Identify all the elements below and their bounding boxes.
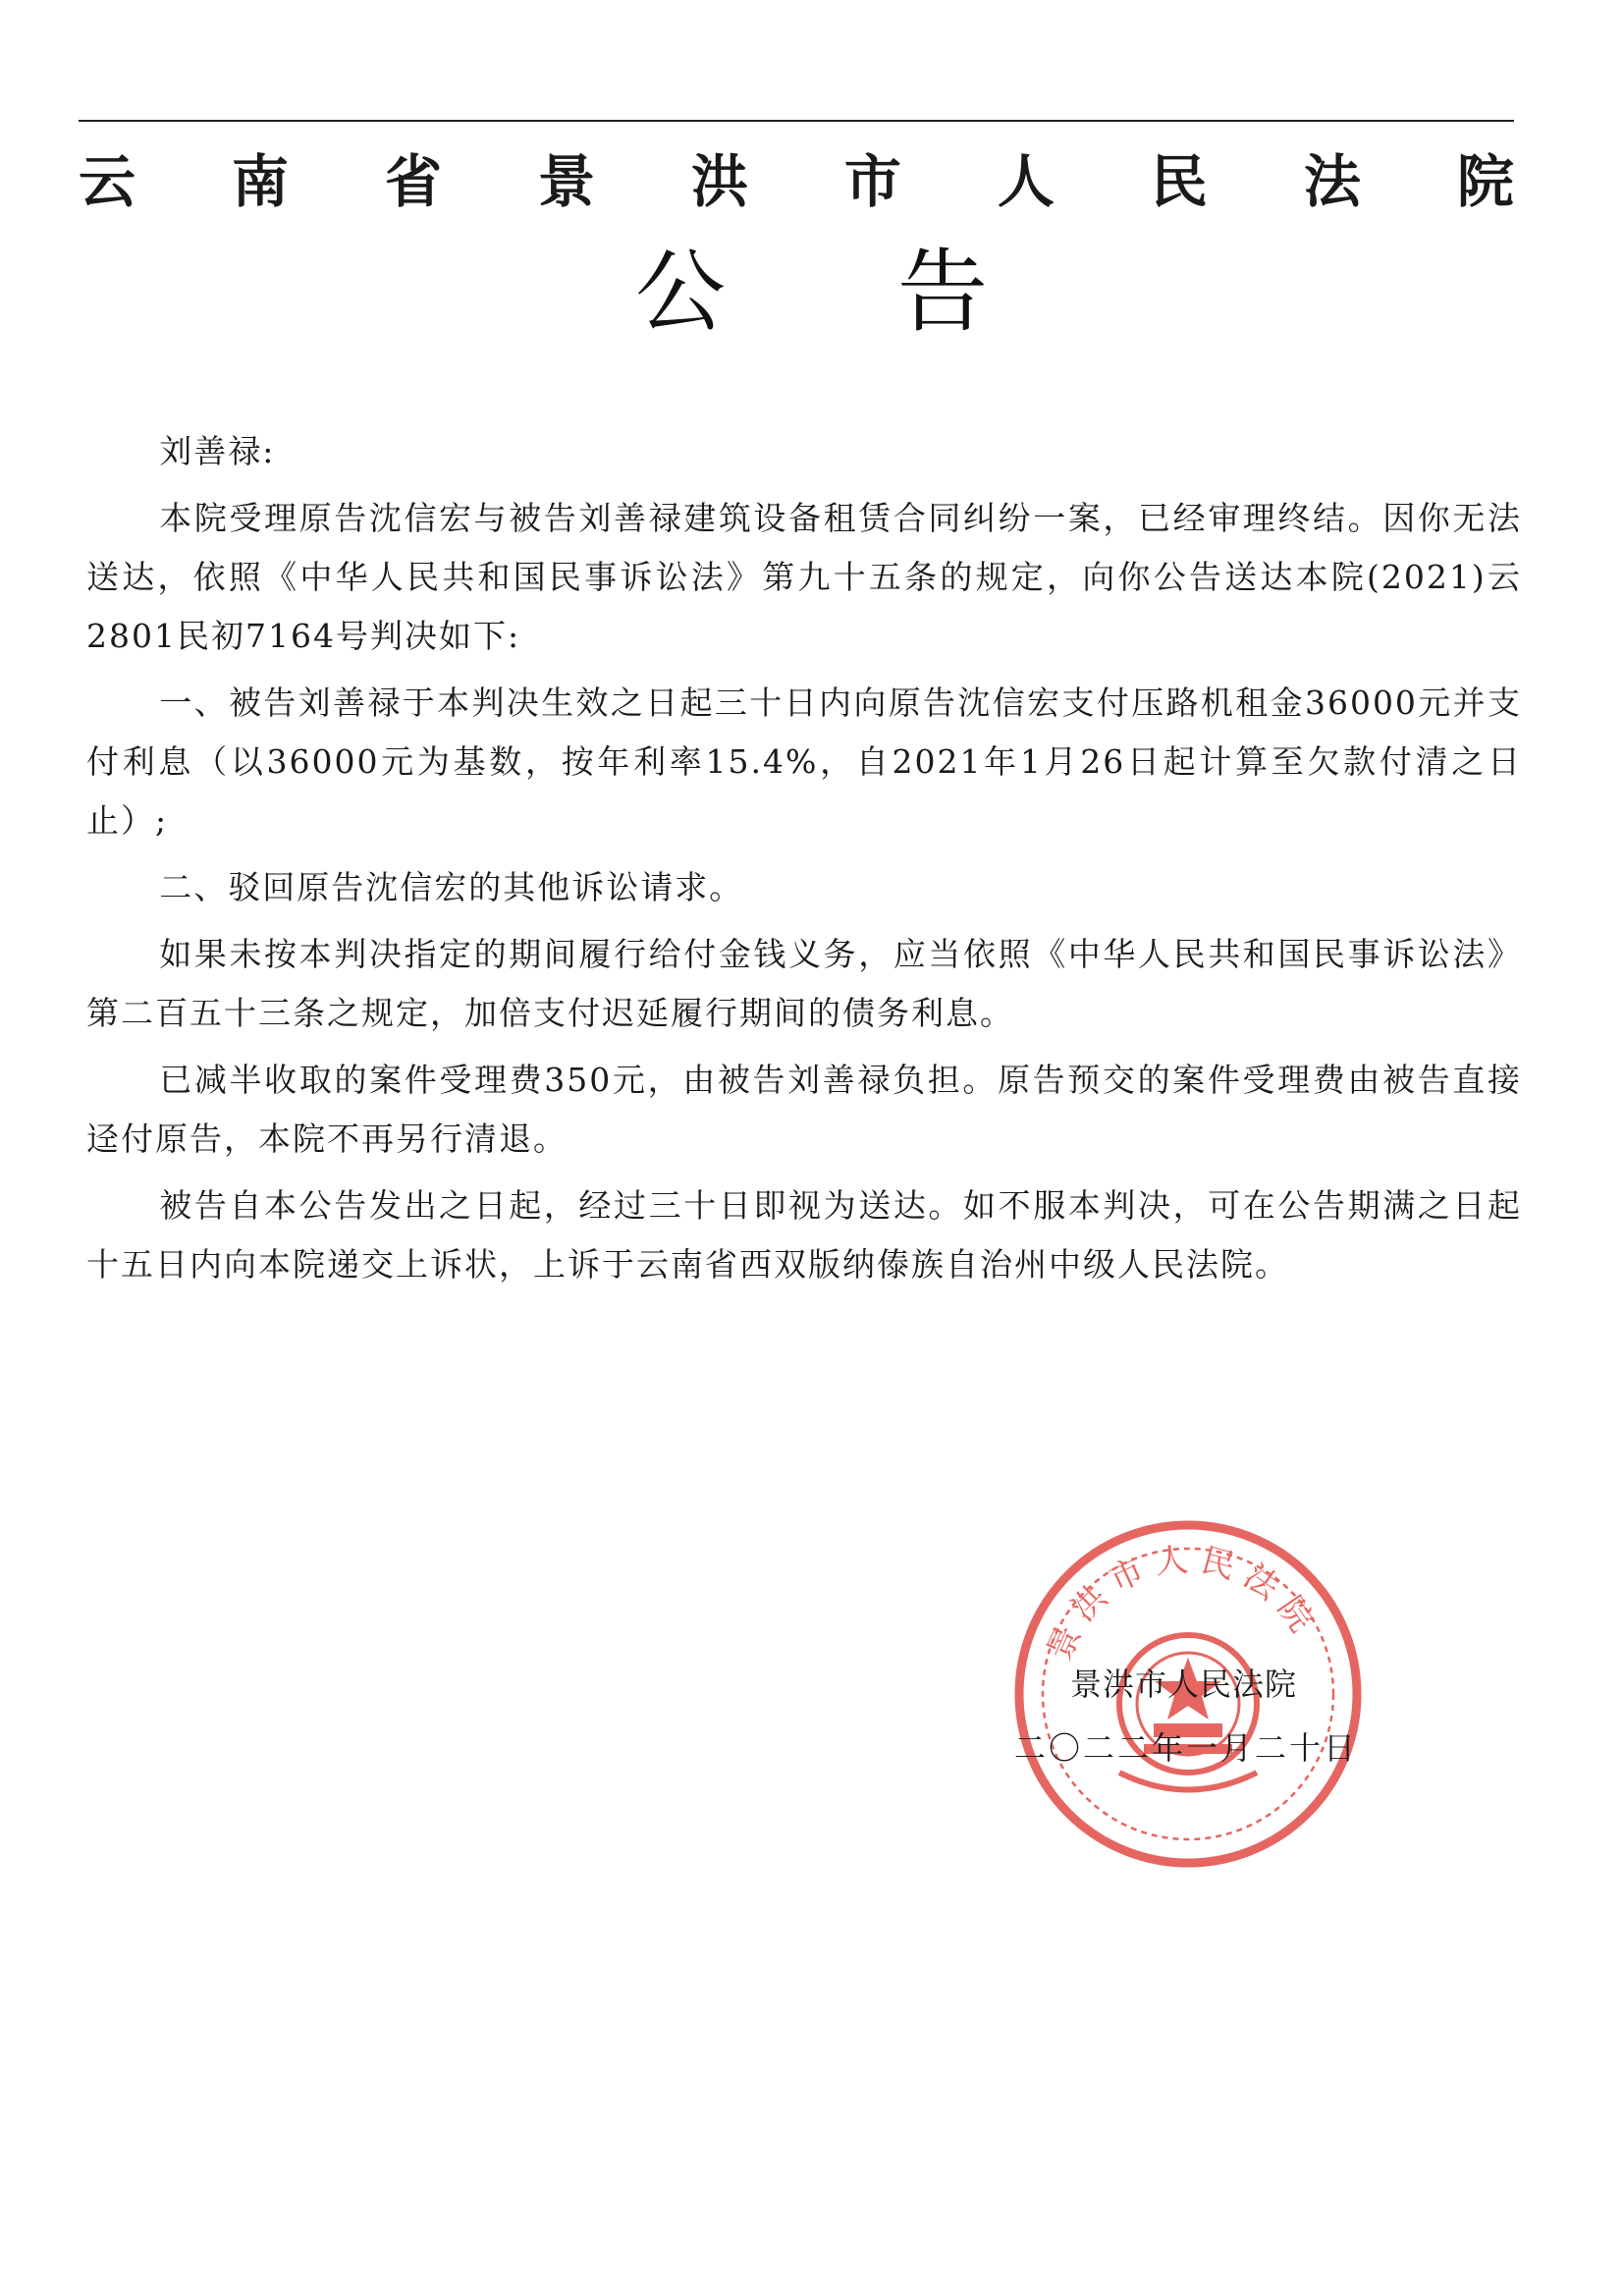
- notice-title-char: 公: [634, 240, 726, 345]
- body-paragraph: 如果未按本判决指定的期间履行给付金钱义务，应当依照《中华人民共和国民事诉讼法》第二百五十三条之规定，加倍支付迟延履行期间的债务利息。: [86, 935, 1522, 1032]
- signing-court: 景洪市人民法院: [1070, 1666, 1298, 1703]
- judgment-item: 二、驳回原告沈信宏的其他诉讼请求。: [159, 868, 744, 906]
- court-name-char: 院: [1456, 148, 1514, 215]
- court-name-char: 省: [384, 148, 442, 215]
- court-name-char: 南: [231, 148, 289, 215]
- salutation: 刘善禄:: [159, 432, 276, 470]
- notice-title-char: 告: [897, 240, 989, 345]
- seal-arc-text: 景洪市人民法院: [1039, 1539, 1327, 1667]
- header-rule: [79, 120, 1514, 122]
- court-name-char: 景: [537, 148, 595, 215]
- court-name-char: 洪: [690, 148, 748, 215]
- court-name-char: 市: [843, 148, 901, 215]
- court-name-char: 云: [79, 148, 136, 215]
- court-name-char: 法: [1303, 148, 1361, 215]
- body-paragraph: 被告自本公告发出之日起，经过三十日即视为送达。如不服本判决，可在公告期满之日起十五日内向本院递交上诉状，上诉于云南省西双版纳傣族自治州中级人民法院。: [86, 1186, 1522, 1284]
- notice-body: [86, 422, 1522, 1294]
- judgment-item: 一、被告刘善禄于本判决生效之日起三十日内向原告沈信宏支付压路机租金36000元并支付利息（以36000元为基数，按年利率15.4%，自2021年1月26日起计算至欠款付清之日止）;: [86, 683, 1522, 840]
- body-paragraph: 本院受理原告沈信宏与被告刘善禄建筑设备租赁合同纠纷一案，已经审理终结。因你无法送达，依照《中华人民共和国民事诉讼法》第九十五条的规定，向你公告送达本院(2021)云2801民初7164号判决如下:: [86, 499, 1522, 655]
- body-paragraph: 已减半收取的案件受理费350元，由被告刘善禄负担。原告预交的案件受理费由被告直接迳付原告，本院不再另行清退。: [86, 1061, 1522, 1158]
- signing-date: 二〇二二年一月二十日: [1014, 1729, 1359, 1767]
- notice-title: [0, 236, 1623, 345]
- court-name-char: 人: [997, 148, 1055, 215]
- court-name-heading: [79, 137, 1514, 216]
- court-name-char: 民: [1150, 148, 1208, 215]
